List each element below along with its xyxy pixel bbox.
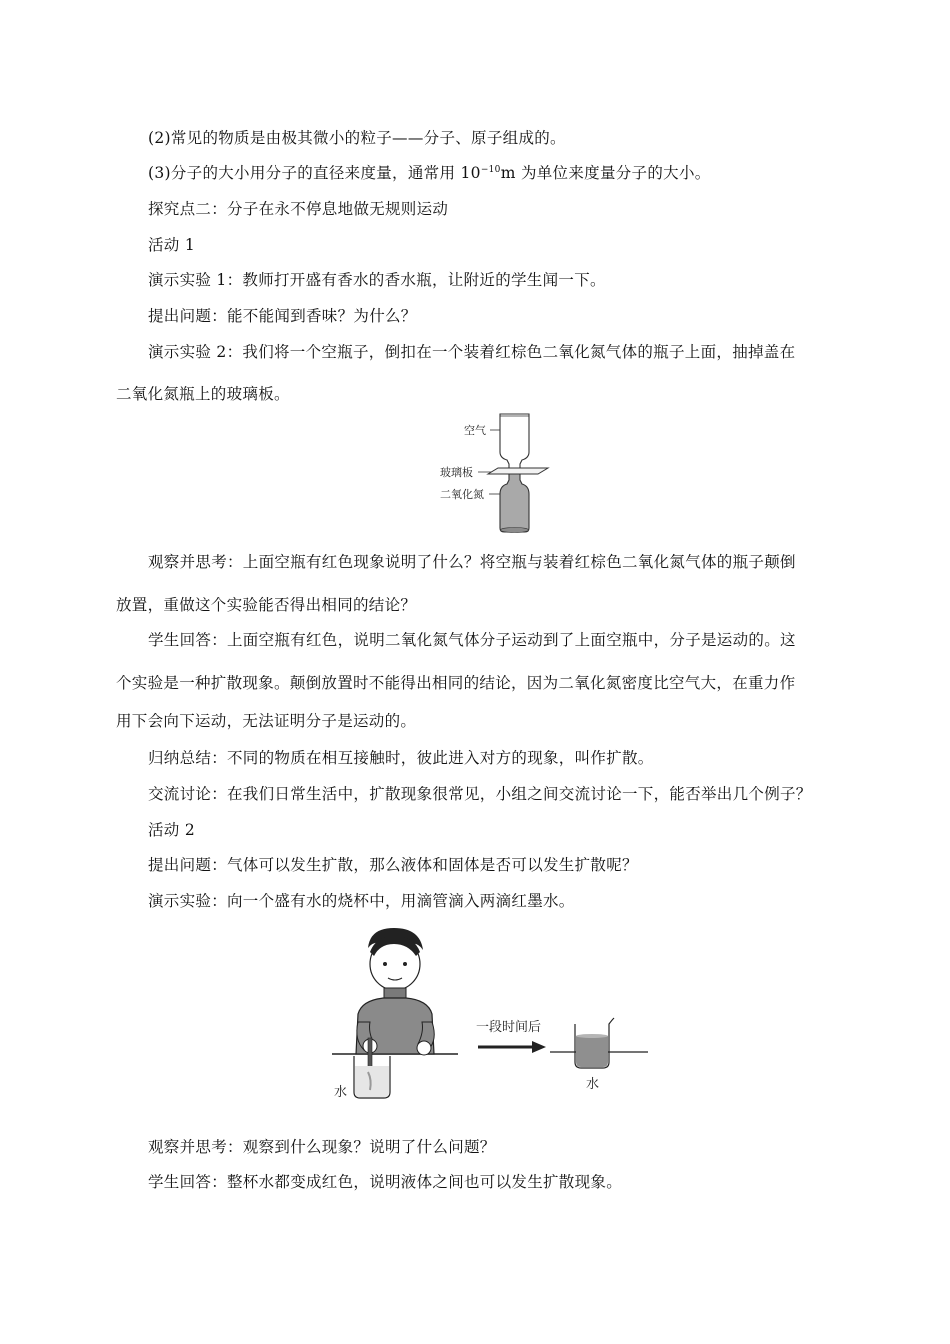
paragraph-summary: 归纳总结：不同的物质在相互接触时，彼此进入对方的现象，叫作扩散。 xyxy=(148,749,654,767)
bottle-diffusion-figure xyxy=(432,412,562,537)
paragraph-observe-1-line2: 放置，重做这个实验能否得出相同的结论？ xyxy=(116,596,417,614)
activity-1-heading: 活动 1 xyxy=(148,236,195,254)
label-water-left: 水 xyxy=(334,1085,348,1100)
paragraph-demo-1: 演示实验 1：教师打开盛有香水的香水瓶，让附近的学生闻一下。 xyxy=(148,271,606,289)
paragraph-demo-2-line2: 二氧化氮瓶上的玻璃板。 xyxy=(116,385,290,403)
paragraph-observe-1-line1: 观察并思考：上面空瓶有红色现象说明了什么？将空瓶与装着红棕色二氧化氮气体的瓶子颠倒 xyxy=(148,553,796,571)
activity-2-heading: 活动 2 xyxy=(148,821,195,839)
label-no2: 二氧化氮 xyxy=(440,488,484,501)
paragraph-discussion: 交流讨论：在我们日常生活中，扩散现象很常见，小组之间交流讨论一下，能否举出几个例子？ xyxy=(148,785,812,803)
paragraph-demo-2-line1: 演示实验 2：我们将一个空瓶子，倒扣在一个装着红棕色二氧化氮气体的瓶子上面，抽掉盖在 xyxy=(148,343,796,361)
molecule-size-text: (3)分子的大小用分子的直径来度量，通常用 10 xyxy=(148,164,481,182)
exponent: −10 xyxy=(480,165,501,175)
paragraph-answer-2: 学生回答：整杯水都变成红色，说明液体之间也可以发生扩散现象。 xyxy=(148,1173,623,1191)
paragraph-answer-1-line3: 用下会向下运动，无法证明分子是运动的。 xyxy=(116,712,417,730)
label-water-right: 水 xyxy=(586,1077,600,1092)
paragraph-question-2: 提出问题：气体可以发生扩散，那么液体和固体是否可以发生扩散呢？ xyxy=(148,856,638,874)
label-glass-plate: 玻璃板 xyxy=(440,466,473,479)
paragraph-molecules-atoms: (2)常见的物质是由极其微小的粒子——分子、原子组成的。 xyxy=(148,129,566,147)
paragraph-answer-1-line1: 学生回答：上面空瓶有红色，说明二氧化氮气体分子运动到了上面空瓶中，分子是运动的。这 xyxy=(148,631,796,649)
arrow-label: 一段时间后 xyxy=(476,1020,542,1035)
ink-diffusion-figure xyxy=(328,922,653,1100)
paragraph-answer-1-line2: 个实验是一种扩散现象。颠倒放置时不能得出相同的结论，因为二氧化氮密度比空气大，在重力作 xyxy=(116,674,796,692)
paragraph-question-1: 提出问题：能不能闻到香味？为什么？ xyxy=(148,307,417,325)
label-air: 空气 xyxy=(464,424,486,437)
paragraph-molecule-size xyxy=(148,163,711,183)
paragraph-demo-3: 演示实验：向一个盛有水的烧杯中，用滴管滴入两滴红墨水。 xyxy=(148,892,575,910)
section-heading-point-two: 探究点二：分子在永不停息地做无规则运动 xyxy=(148,200,449,218)
molecule-size-unit-text: m 为单位来度量分子的大小。 xyxy=(500,164,711,182)
paragraph-observe-2: 观察并思考：观察到什么现象？说明了什么问题？ xyxy=(148,1138,496,1156)
